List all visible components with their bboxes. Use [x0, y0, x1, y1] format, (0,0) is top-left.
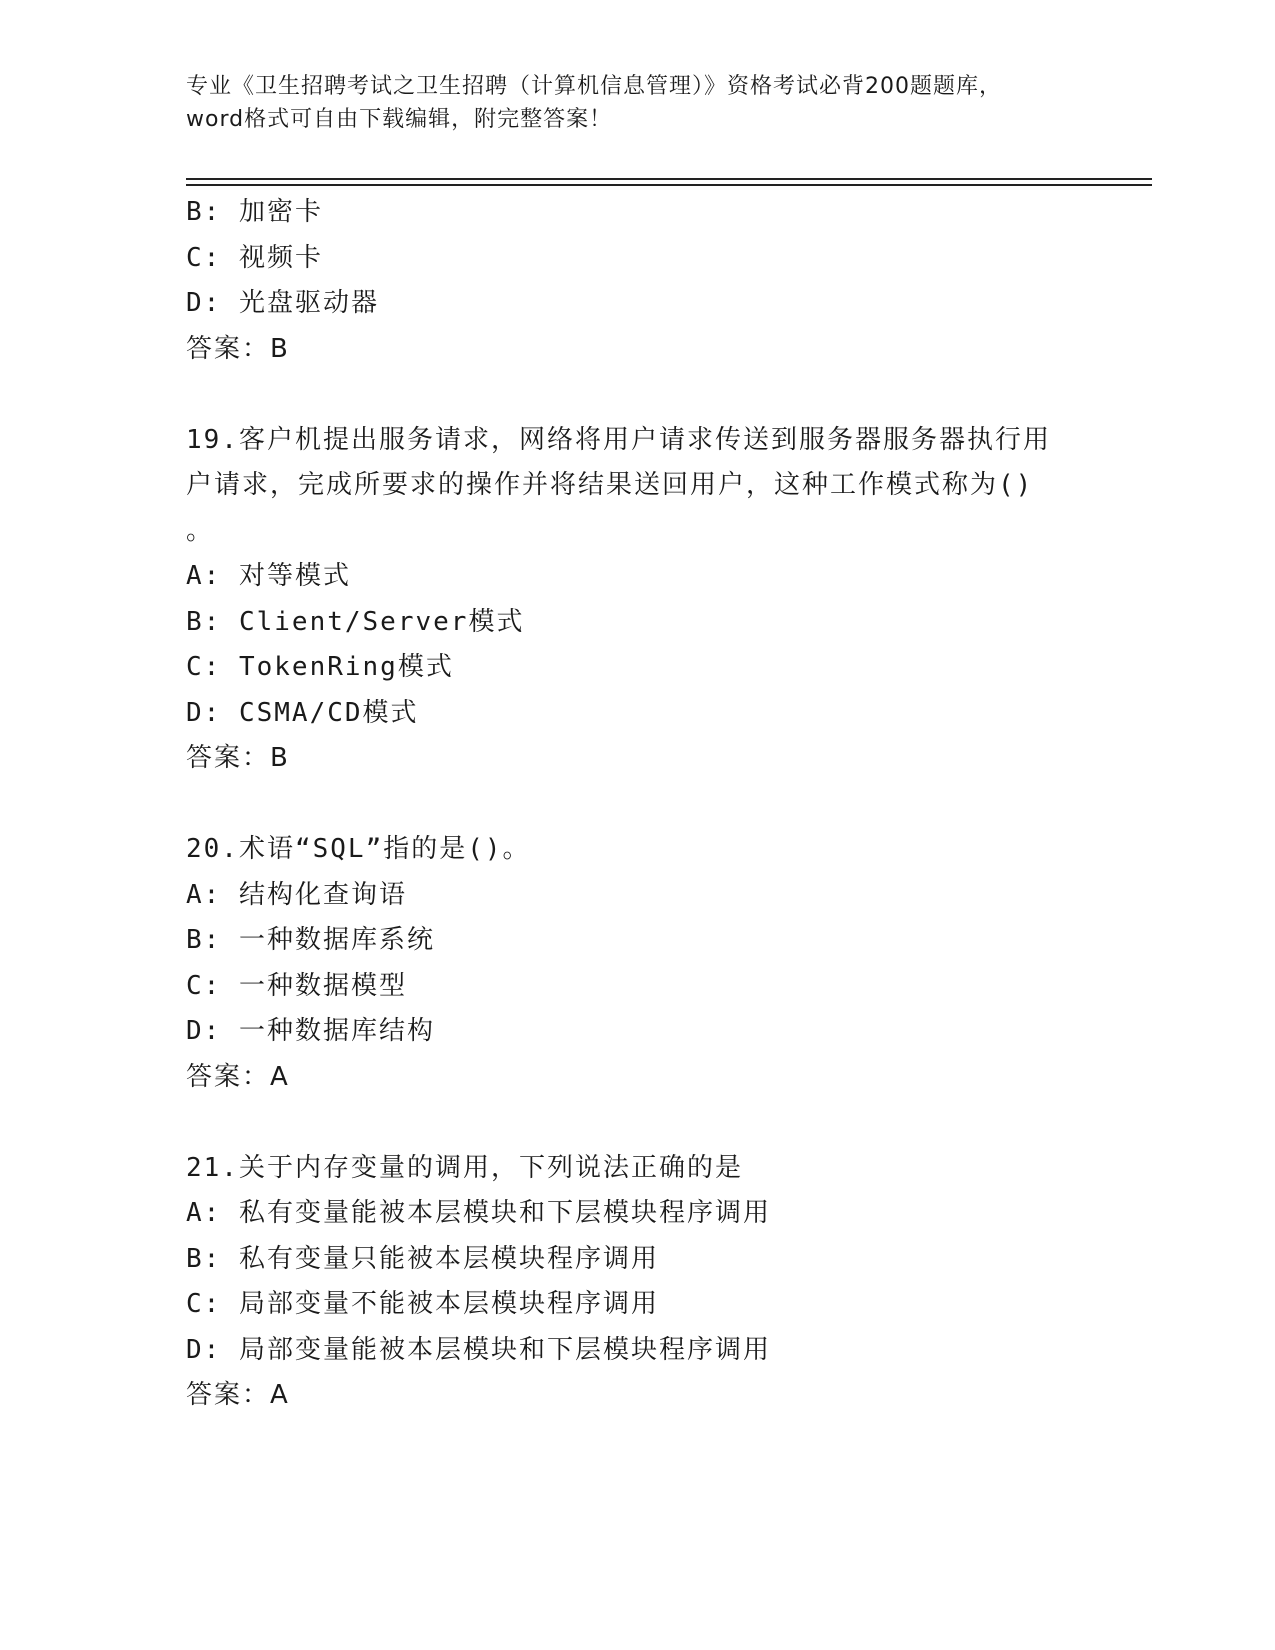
- option-c: C: 一种数据模型: [186, 970, 407, 1001]
- document-header: [186, 70, 1086, 136]
- option-d: D: 一种数据库结构: [186, 1016, 435, 1046]
- question-stem-line: 户请求，完成所要求的操作并将结果送回用户，这种工作模式称为(): [186, 470, 1034, 500]
- option-d: D: CSMA/CD模式: [186, 697, 419, 728]
- header-line-1: 专业《卫生招聘考试之卫生招聘（计算机信息管理）》资格考试必背200题题库，: [186, 74, 1002, 99]
- option-b: B: 加密卡: [186, 197, 323, 227]
- question-stem-line: 21.关于内存变量的调用，下列说法正确的是: [186, 1152, 743, 1183]
- answer-line: 答案：A: [186, 1380, 290, 1410]
- option-b: B: Client/Server模式: [186, 606, 525, 637]
- option-c: C: 视频卡: [186, 242, 323, 273]
- answer-line: 答案：B: [186, 333, 290, 364]
- question-19: [186, 418, 1086, 782]
- option-a: A: 私有变量能被本层模块和下层模块程序调用: [186, 1198, 771, 1228]
- option-b: B: 一种数据库系统: [186, 925, 435, 955]
- question-content: [186, 190, 1086, 1419]
- header-divider-bottom: [186, 184, 1152, 186]
- option-b: B: 私有变量只能被本层模块程序调用: [186, 1243, 659, 1274]
- option-c: C: TokenRing模式: [186, 652, 454, 682]
- question-20: [186, 827, 1086, 1100]
- header-divider-top: [186, 178, 1152, 180]
- option-d: D: 局部变量能被本层模块和下层模块程序调用: [186, 1334, 771, 1365]
- question-18-tail: [186, 190, 1086, 372]
- answer-line: 答案：B: [186, 743, 290, 773]
- option-a: A: 结构化查询语: [186, 879, 407, 910]
- answer-line: 答案：A: [186, 1061, 290, 1092]
- option-a: A: 对等模式: [186, 561, 351, 591]
- option-d: D: 光盘驱动器: [186, 288, 379, 318]
- spacer: [186, 372, 1086, 418]
- question-stem-line: 20.术语“SQL”指的是()。: [186, 834, 531, 864]
- spacer: [186, 782, 1086, 828]
- question-stem-line: 19.客户机提出服务请求，网络将用户请求传送到服务器服务器执行用: [186, 424, 1051, 455]
- header-line-2: word格式可自由下载编辑，附完整答案！: [186, 107, 613, 132]
- question-21: [186, 1146, 1086, 1419]
- spacer: [186, 1100, 1086, 1146]
- question-stem-line: 。: [186, 515, 215, 546]
- option-c: C: 局部变量不能被本层模块程序调用: [186, 1289, 659, 1319]
